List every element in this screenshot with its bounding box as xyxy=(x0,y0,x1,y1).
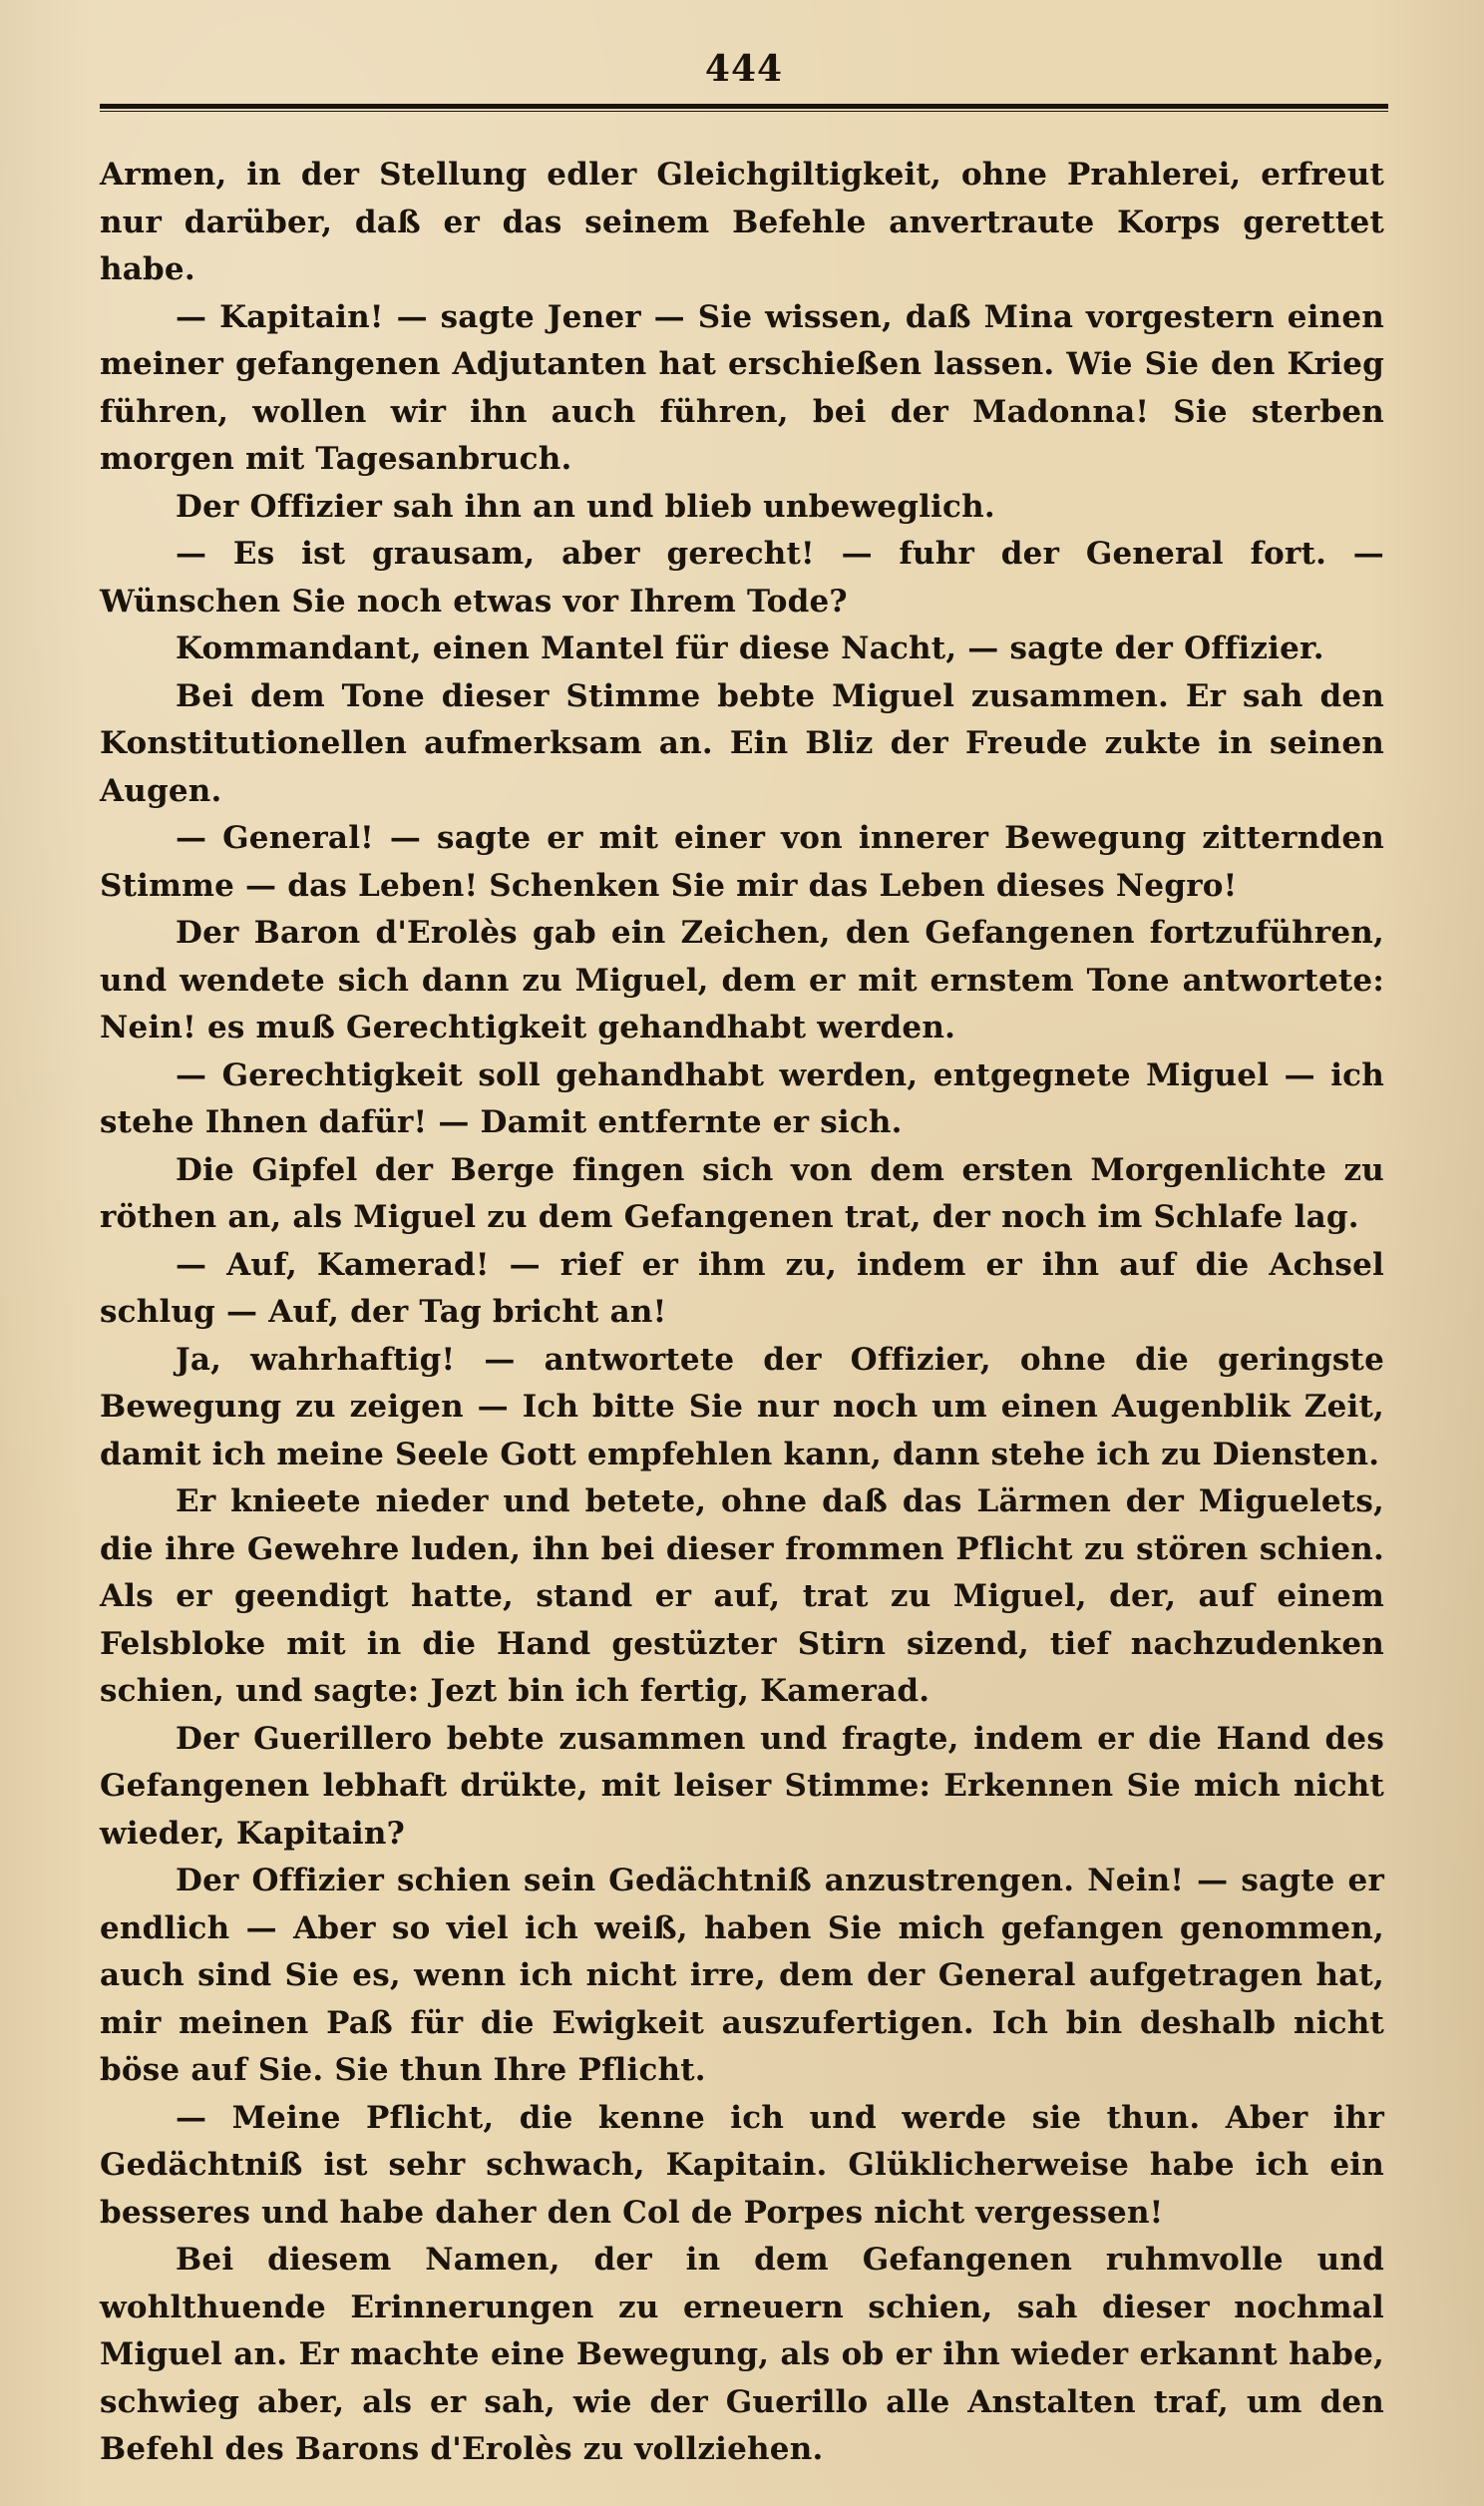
paragraph-continuation: Armen, in der Stellung edler Gleichgiltigkeit, ohne Prahlerei, erfreut nur darüber, daß er das seinem Befehle anvertraute Korps gerettet habe. xyxy=(100,157,1384,287)
paragraph: Der Offizier schien sein Gedächtniß anzustrengen. Nein! — sagte er endlich — Aber so viel ich weiß, haben Sie mich gefangen genommen, auch sind Sie es, wenn ich nicht irre, dem der General aufgetragen hat, mir meinen Paß für die Ewigkeit auszufertigen. Ich bin deshalb nicht böse auf Sie. Sie thun Ihre Pflicht. xyxy=(100,1863,1384,2088)
paragraph: Bei dem Tone dieser Stimme bebte Miguel zusammen. Er sah den Konstitutionellen aufmerksam an. Ein Bliz der Freude zukte in seinen Augen. xyxy=(100,677,1384,809)
paragraph: — Gerechtigkeit soll gehandhabt werden, entgegnete Miguel — ich stehe Ihnen dafür! — Damit entfernte er sich. xyxy=(100,1056,1384,1140)
paragraph: Bei diesem Namen, der in dem Gefangenen ruhmvolle und wohlthuende Erinnerungen zu erneuern schien, sah dieser nochmal Miguel an. Er machte eine Bewegung, als ob er ihn wieder erkannt habe, schwieg aber, als er sah, wie der Guerillo alle Anstalten traf, um den Befehl des Barons d'Erolès zu vollziehen. xyxy=(100,2242,1384,2467)
paragraph: — Es ist grausam, aber gerecht! — fuhr der General fort. — Wünschen Sie noch etwas vor Ihrem Tode? xyxy=(100,536,1384,620)
paragraph: Die Gipfel der Berge fingen sich von dem ersten Morgenlichte zu röthen an, als Miguel zu dem Gefangenen trat, der noch im Schlafe lag. xyxy=(100,1151,1384,1235)
paragraph: — General! — sagte er mit einer von innerer Bewegung zitternden Stimme — das Leben! Schenken Sie mir das Leben dieses Negro! xyxy=(100,820,1384,904)
paragraph: — Auf, Kamerad! — rief er ihm zu, indem er ihn auf die Achsel schlug — Auf, der Tag bricht an! xyxy=(100,1246,1384,1330)
paragraph: — Kapitain! — sagte Jener — Sie wissen, daß Mina vorgestern einen meiner gefangenen Adjutanten hat erschießen lassen. Wie Sie den Krieg führen, wollen wir ihn auch führen, bei der Madonna! Sie sterben morgen mit Tagesanbruch. xyxy=(100,298,1384,477)
paragraph: Kommandant, einen Mantel für diese Nacht, — sagte der Offizier. xyxy=(176,630,1324,666)
paragraph: — Meine Pflicht, die kenne ich und werde sie thun. Aber ihr Gedächtniß ist sehr schwach, Kapitain. Glüklicherweise habe ich ein besseres und habe daher den Col de Porpes nicht vergessen! xyxy=(100,2099,1384,2231)
header-rule xyxy=(100,104,1388,112)
page-header xyxy=(100,40,1388,124)
paragraph: Er knieete nieder und betete, ohne daß das Lärmen der Miguelets, die ihre Gewehre luden, ihn bei dieser frommen Pflicht zu stören schien. Als er geendigt hatte, stand er auf, trat zu Miguel, der, auf einem Felsbloke mit in die Hand gestüzter Stirn sizend, tief nachzudenken schien, und sagte: Jezt bin ich fertig, Kamerad. xyxy=(100,1483,1384,1709)
paragraph: Der Offizier sah ihn an und blieb unbeweglich. xyxy=(176,488,995,525)
page-number: 444 xyxy=(704,48,784,90)
page-body xyxy=(100,152,1384,2474)
paragraph: Der Baron d'Erolès gab ein Zeichen, den Gefangenen fortzuführen, und wendete sich dann zu Miguel, dem er mit ernstem Tone antwortete: Nein! es muß Gerechtigkeit gehandhabt werden. xyxy=(100,915,1384,1045)
paragraph: Der Guerillero bebte zusammen und fragte, indem er die Hand des Gefangenen lebhaft drükte, mit leiser Stimme: Erkennen Sie mich nicht wieder, Kapitain? xyxy=(100,1720,1384,1852)
paragraph: Ja, wahrhaftig! — antwortete der Offizier, ohne die geringste Bewegung zu zeigen — Ich bitte Sie nur noch um einen Augenblik Zeit, damit ich meine Seele Gott empfehlen kann, dann stehe ich zu Diensten. xyxy=(100,1341,1384,1472)
